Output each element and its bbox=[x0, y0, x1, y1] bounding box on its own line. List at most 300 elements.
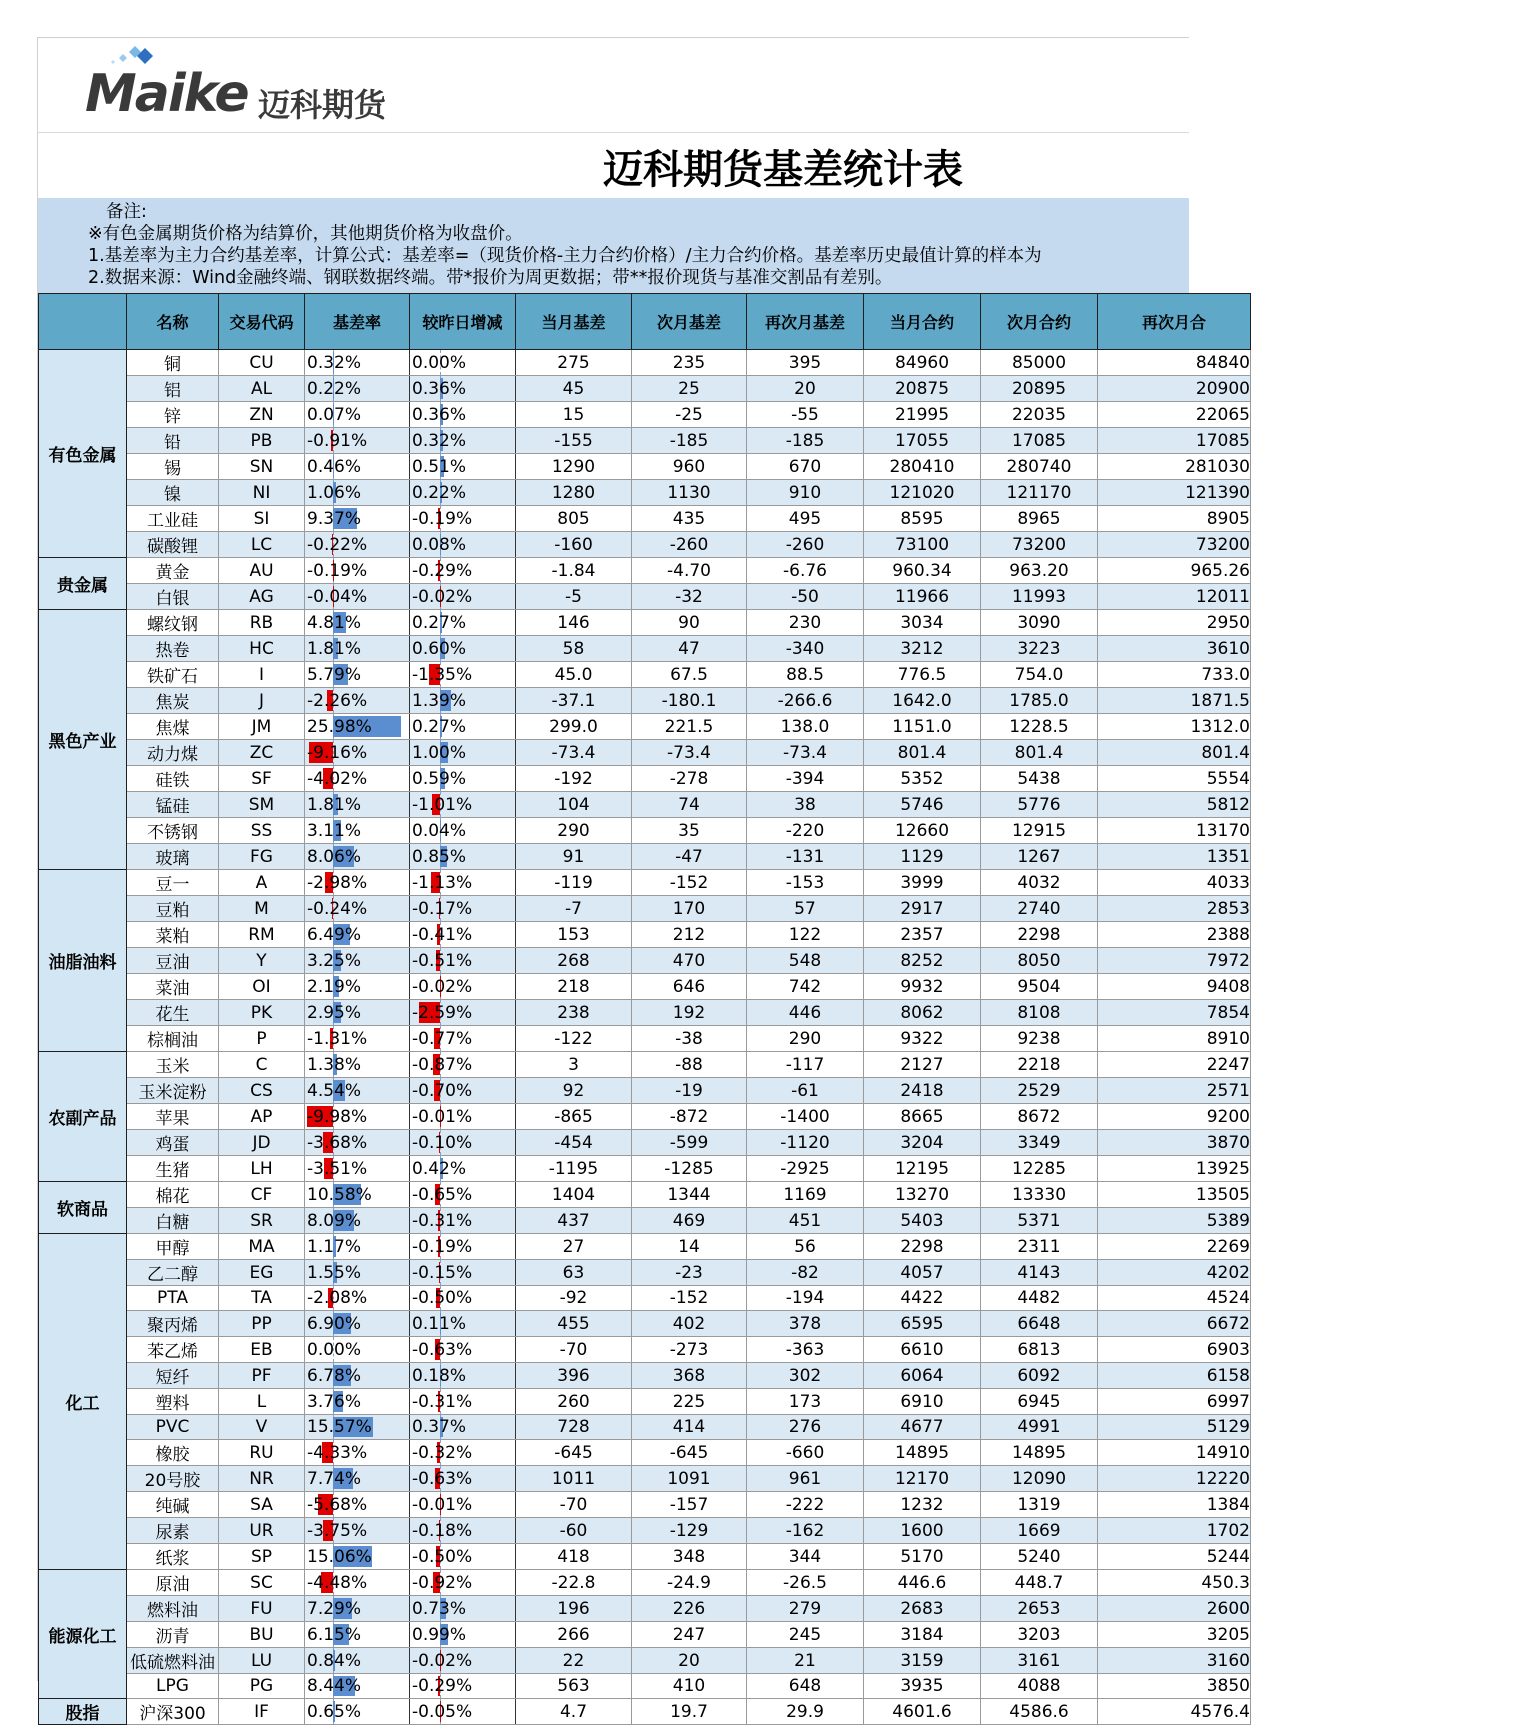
cell-contract-next: 5371 bbox=[981, 1208, 1098, 1234]
cell-contract-next: 4586.6 bbox=[981, 1699, 1098, 1725]
cell-contract-third: 20900 bbox=[1098, 376, 1251, 402]
cell-basis-current: 4.7 bbox=[516, 1699, 632, 1725]
title-area bbox=[38, 132, 1189, 198]
cell-name: 低硫燃料油 bbox=[127, 1648, 219, 1674]
cell-contract-third: 450.3 bbox=[1098, 1570, 1251, 1596]
cell-contract-third: 7972 bbox=[1098, 948, 1251, 974]
cell-basis-rate bbox=[305, 1440, 410, 1466]
cell-contract-next: 9238 bbox=[981, 1026, 1098, 1052]
cell-contract-current: 960.34 bbox=[864, 558, 981, 584]
cell-contract-next: 4032 bbox=[981, 870, 1098, 896]
cell-daily-change bbox=[410, 1622, 516, 1648]
cell-value: 1.55% bbox=[307, 1263, 361, 1283]
cell-contract-third: 2853 bbox=[1098, 896, 1251, 922]
cell-contract-third: 5244 bbox=[1098, 1544, 1251, 1570]
cell-daily-change bbox=[410, 506, 516, 532]
cell-basis-next: 470 bbox=[632, 948, 747, 974]
cell-name: 螺纹钢 bbox=[127, 610, 219, 636]
cell-value: -1.31% bbox=[307, 1029, 367, 1049]
cell-basis-next: -599 bbox=[632, 1130, 747, 1156]
cell-daily-change bbox=[410, 1026, 516, 1052]
cell-contract-next: 4482 bbox=[981, 1286, 1098, 1311]
cell-value: 0.59% bbox=[412, 769, 466, 789]
cell-name: 铁矿石 bbox=[127, 662, 219, 688]
cell-basis-current: -155 bbox=[516, 428, 632, 454]
cell-contract-current: 4057 bbox=[864, 1260, 981, 1286]
cell-value: -0.77% bbox=[412, 1029, 472, 1049]
cell-basis-next: 212 bbox=[632, 922, 747, 948]
cell-value: 5.79% bbox=[307, 665, 361, 685]
cell-basis-third: 20 bbox=[747, 376, 864, 402]
cell-value: -0.29% bbox=[412, 1676, 472, 1696]
cell-basis-next: 25 bbox=[632, 376, 747, 402]
cell-basis-rate bbox=[305, 870, 410, 896]
cell-basis-next: -152 bbox=[632, 1286, 747, 1311]
cell-basis-current: 104 bbox=[516, 792, 632, 818]
table-row bbox=[39, 1596, 1251, 1622]
cell-value: 0.04% bbox=[412, 821, 466, 841]
note-line: 1.基差率为主力合约基差率，计算公式：基差率=（现货价格-主力合约价格）/主力合约价格。基差率历史最值计算的样本为 bbox=[88, 245, 1042, 267]
cell-contract-current: 1232 bbox=[864, 1492, 981, 1518]
cell-contract-current: 9932 bbox=[864, 974, 981, 1000]
cell-value: -2.98% bbox=[307, 873, 367, 893]
cell-contract-next: 121170 bbox=[981, 480, 1098, 506]
cell-basis-third: -82 bbox=[747, 1260, 864, 1286]
cell-contract-next: 6813 bbox=[981, 1337, 1098, 1363]
cell-name: 花生 bbox=[127, 1000, 219, 1026]
category-cell: 油脂油料 bbox=[39, 870, 127, 1052]
table-row bbox=[39, 662, 1251, 688]
cell-contract-next: 801.4 bbox=[981, 740, 1098, 766]
cell-code: Y bbox=[219, 948, 305, 974]
cell-basis-rate bbox=[305, 1078, 410, 1104]
cell-code: RB bbox=[219, 610, 305, 636]
cell-contract-third: 8905 bbox=[1098, 506, 1251, 532]
cell-basis-third: -1120 bbox=[747, 1130, 864, 1156]
table-row bbox=[39, 1389, 1251, 1415]
cell-contract-next: 3223 bbox=[981, 636, 1098, 662]
cell-value: -0.19% bbox=[307, 561, 367, 581]
table-row bbox=[39, 1156, 1251, 1182]
cell-value: 1.17% bbox=[307, 1237, 361, 1257]
cell-basis-next: -73.4 bbox=[632, 740, 747, 766]
table-row bbox=[39, 1570, 1251, 1596]
cell-basis-next: 47 bbox=[632, 636, 747, 662]
cell-basis-third: -266.6 bbox=[747, 688, 864, 714]
cell-daily-change bbox=[410, 558, 516, 584]
cell-daily-change bbox=[410, 974, 516, 1000]
cell-basis-current: 15 bbox=[516, 402, 632, 428]
cell-value: 1.00% bbox=[412, 743, 466, 763]
cell-contract-current: 1129 bbox=[864, 844, 981, 870]
cell-value: 15.57% bbox=[307, 1417, 372, 1437]
cell-basis-current: 63 bbox=[516, 1260, 632, 1286]
cell-name: 锰硅 bbox=[127, 792, 219, 818]
cell-contract-next: 3161 bbox=[981, 1648, 1098, 1674]
table-row bbox=[39, 1622, 1251, 1648]
cell-contract-next: 9504 bbox=[981, 974, 1098, 1000]
header-name: 名称 bbox=[127, 294, 219, 350]
cell-basis-current: 27 bbox=[516, 1234, 632, 1260]
cell-contract-next: 85000 bbox=[981, 350, 1098, 376]
cell-code: OI bbox=[219, 974, 305, 1000]
cell-basis-rate bbox=[305, 376, 410, 402]
cell-contract-next: 8672 bbox=[981, 1104, 1098, 1130]
cell-contract-third: 13505 bbox=[1098, 1182, 1251, 1208]
cell-basis-third: 290 bbox=[747, 1026, 864, 1052]
cell-contract-third: 6158 bbox=[1098, 1363, 1251, 1389]
cell-basis-next: -4.70 bbox=[632, 558, 747, 584]
cell-contract-third: 121390 bbox=[1098, 480, 1251, 506]
cell-value: 0.46% bbox=[307, 457, 361, 477]
cell-name: 菜油 bbox=[127, 974, 219, 1000]
cell-name: 沪深300 bbox=[127, 1699, 219, 1725]
cell-contract-third: 14910 bbox=[1098, 1440, 1251, 1466]
cell-contract-third: 1351 bbox=[1098, 844, 1251, 870]
cell-basis-third: 1169 bbox=[747, 1182, 864, 1208]
cell-daily-change bbox=[410, 870, 516, 896]
cell-contract-current: 6595 bbox=[864, 1311, 981, 1337]
cell-basis-rate bbox=[305, 1648, 410, 1674]
cell-value: -0.17% bbox=[412, 899, 472, 919]
cell-basis-rate bbox=[305, 1208, 410, 1234]
cell-daily-change bbox=[410, 1544, 516, 1570]
cell-basis-next: 225 bbox=[632, 1389, 747, 1415]
cell-basis-next: 14 bbox=[632, 1234, 747, 1260]
cell-value: -0.01% bbox=[412, 1495, 472, 1515]
cell-basis-current: 3 bbox=[516, 1052, 632, 1078]
cell-contract-third: 2269 bbox=[1098, 1234, 1251, 1260]
cell-contract-third: 2247 bbox=[1098, 1052, 1251, 1078]
cell-basis-rate bbox=[305, 896, 410, 922]
cell-contract-next: 2218 bbox=[981, 1052, 1098, 1078]
cell-value: 0.36% bbox=[412, 379, 466, 399]
cell-value: 0.07% bbox=[307, 405, 361, 425]
table-row bbox=[39, 1466, 1251, 1492]
cell-basis-current: 1290 bbox=[516, 454, 632, 480]
table-row bbox=[39, 1182, 1251, 1208]
cell-basis-current: 45.0 bbox=[516, 662, 632, 688]
cell-value: 0.08% bbox=[412, 535, 466, 555]
table-row bbox=[39, 1130, 1251, 1156]
cell-code: NR bbox=[219, 1466, 305, 1492]
cell-basis-rate bbox=[305, 1674, 410, 1699]
cell-code: PP bbox=[219, 1311, 305, 1337]
spreadsheet bbox=[37, 37, 1189, 1681]
cell-contract-current: 1600 bbox=[864, 1518, 981, 1544]
cell-value: -0.02% bbox=[412, 1651, 472, 1671]
cell-contract-next: 73200 bbox=[981, 532, 1098, 558]
cell-name: 聚丙烯 bbox=[127, 1311, 219, 1337]
cell-name: PVC bbox=[127, 1415, 219, 1440]
cell-code: JM bbox=[219, 714, 305, 740]
cell-basis-next: 435 bbox=[632, 506, 747, 532]
cell-basis-third: 446 bbox=[747, 1000, 864, 1026]
cell-value: 0.00% bbox=[307, 1340, 361, 1360]
cell-value: -0.29% bbox=[412, 561, 472, 581]
cell-contract-current: 2127 bbox=[864, 1052, 981, 1078]
cell-value: -0.05% bbox=[412, 1702, 472, 1722]
table-row bbox=[39, 818, 1251, 844]
cell-code: LU bbox=[219, 1648, 305, 1674]
cell-contract-third: 965.26 bbox=[1098, 558, 1251, 584]
cell-contract-next: 1319 bbox=[981, 1492, 1098, 1518]
cell-contract-current: 5170 bbox=[864, 1544, 981, 1570]
cell-daily-change bbox=[410, 1699, 516, 1725]
cell-basis-third: 57 bbox=[747, 896, 864, 922]
cell-contract-current: 11966 bbox=[864, 584, 981, 610]
cell-basis-current: 218 bbox=[516, 974, 632, 1000]
table-row bbox=[39, 1286, 1251, 1311]
cell-contract-third: 6672 bbox=[1098, 1311, 1251, 1337]
table-row bbox=[39, 1440, 1251, 1466]
cell-name: PTA bbox=[127, 1286, 219, 1311]
cell-basis-rate bbox=[305, 1337, 410, 1363]
cell-basis-current: -7 bbox=[516, 896, 632, 922]
cell-daily-change bbox=[410, 1104, 516, 1130]
cell-daily-change bbox=[410, 1596, 516, 1622]
cell-basis-current: 299.0 bbox=[516, 714, 632, 740]
cell-basis-next: 1130 bbox=[632, 480, 747, 506]
cell-contract-next: 3203 bbox=[981, 1622, 1098, 1648]
cell-basis-rate bbox=[305, 1156, 410, 1182]
cell-daily-change bbox=[410, 1492, 516, 1518]
cell-daily-change bbox=[410, 1570, 516, 1596]
cell-code: AG bbox=[219, 584, 305, 610]
cell-contract-current: 12195 bbox=[864, 1156, 981, 1182]
cell-contract-third: 4033 bbox=[1098, 870, 1251, 896]
cell-value: -0.10% bbox=[412, 1133, 472, 1153]
header-contract-current: 当月合约 bbox=[864, 294, 981, 350]
cell-basis-third: -131 bbox=[747, 844, 864, 870]
cell-contract-next: 22035 bbox=[981, 402, 1098, 428]
cell-contract-next: 2653 bbox=[981, 1596, 1098, 1622]
cell-basis-current: 1404 bbox=[516, 1182, 632, 1208]
cell-code: L bbox=[219, 1389, 305, 1415]
cell-value: 9.37% bbox=[307, 509, 361, 529]
cell-value: -0.70% bbox=[412, 1081, 472, 1101]
cell-basis-current: -160 bbox=[516, 532, 632, 558]
cell-code: P bbox=[219, 1026, 305, 1052]
cell-basis-next: 170 bbox=[632, 896, 747, 922]
cell-contract-current: 776.5 bbox=[864, 662, 981, 688]
cell-value: 8.06% bbox=[307, 847, 361, 867]
cell-daily-change bbox=[410, 1156, 516, 1182]
cell-daily-change bbox=[410, 766, 516, 792]
cell-basis-next: 368 bbox=[632, 1363, 747, 1389]
cell-basis-current: -1195 bbox=[516, 1156, 632, 1182]
table-row bbox=[39, 1674, 1251, 1699]
cell-name: 工业硅 bbox=[127, 506, 219, 532]
cell-basis-third: -222 bbox=[747, 1492, 864, 1518]
cell-basis-current: -92 bbox=[516, 1286, 632, 1311]
cell-daily-change bbox=[410, 1415, 516, 1440]
table-row bbox=[39, 428, 1251, 454]
cell-basis-next: -1285 bbox=[632, 1156, 747, 1182]
cell-value: -0.24% bbox=[307, 899, 367, 919]
cell-daily-change bbox=[410, 1234, 516, 1260]
cell-contract-next: 280740 bbox=[981, 454, 1098, 480]
cell-daily-change bbox=[410, 584, 516, 610]
cell-basis-third: -363 bbox=[747, 1337, 864, 1363]
cell-contract-next: 5438 bbox=[981, 766, 1098, 792]
cell-contract-third: 733.0 bbox=[1098, 662, 1251, 688]
cell-basis-third: -61 bbox=[747, 1078, 864, 1104]
cell-code: BU bbox=[219, 1622, 305, 1648]
cell-value: 0.51% bbox=[412, 457, 466, 477]
cell-value: -0.63% bbox=[412, 1469, 472, 1489]
cell-basis-third: -153 bbox=[747, 870, 864, 896]
cell-basis-rate bbox=[305, 1234, 410, 1260]
cell-basis-current: -60 bbox=[516, 1518, 632, 1544]
cell-basis-third: 245 bbox=[747, 1622, 864, 1648]
cell-daily-change bbox=[410, 1130, 516, 1156]
cell-value: 0.73% bbox=[412, 1599, 466, 1619]
cell-value: -0.87% bbox=[412, 1055, 472, 1075]
cell-basis-next: -23 bbox=[632, 1260, 747, 1286]
cell-basis-current: 418 bbox=[516, 1544, 632, 1570]
cell-code: PK bbox=[219, 1000, 305, 1026]
cell-daily-change bbox=[410, 1389, 516, 1415]
cell-daily-change bbox=[410, 1286, 516, 1311]
cell-basis-third: 495 bbox=[747, 506, 864, 532]
cell-value: 0.65% bbox=[307, 1702, 361, 1722]
cell-basis-third: 548 bbox=[747, 948, 864, 974]
cell-basis-third: 138.0 bbox=[747, 714, 864, 740]
cell-daily-change bbox=[410, 740, 516, 766]
cell-name: 棕榈油 bbox=[127, 1026, 219, 1052]
header-daily-change: 较昨日增减 bbox=[410, 294, 516, 350]
cell-contract-next: 2311 bbox=[981, 1234, 1098, 1260]
cell-basis-rate bbox=[305, 402, 410, 428]
cell-basis-third: 378 bbox=[747, 1311, 864, 1337]
cell-basis-rate bbox=[305, 532, 410, 558]
cell-basis-third: 230 bbox=[747, 610, 864, 636]
cell-contract-third: 12220 bbox=[1098, 1466, 1251, 1492]
header-row bbox=[39, 294, 1251, 350]
cell-value: -2.59% bbox=[412, 1003, 472, 1023]
cell-contract-current: 6910 bbox=[864, 1389, 981, 1415]
cell-name: 铅 bbox=[127, 428, 219, 454]
cell-basis-current: 266 bbox=[516, 1622, 632, 1648]
cell-basis-current: -192 bbox=[516, 766, 632, 792]
cell-basis-next: -645 bbox=[632, 1440, 747, 1466]
cell-daily-change bbox=[410, 376, 516, 402]
cell-basis-third: -26.5 bbox=[747, 1570, 864, 1596]
cell-name: 不锈钢 bbox=[127, 818, 219, 844]
cell-contract-next: 8965 bbox=[981, 506, 1098, 532]
cell-daily-change bbox=[410, 1260, 516, 1286]
cell-value: -9.16% bbox=[307, 743, 367, 763]
cell-value: 1.81% bbox=[307, 639, 361, 659]
cell-contract-next: 1228.5 bbox=[981, 714, 1098, 740]
cell-code: EB bbox=[219, 1337, 305, 1363]
cell-contract-third: 8910 bbox=[1098, 1026, 1251, 1052]
cell-basis-current: -1.84 bbox=[516, 558, 632, 584]
cell-value: -0.31% bbox=[412, 1392, 472, 1412]
cell-contract-next: 20895 bbox=[981, 376, 1098, 402]
table-row bbox=[39, 740, 1251, 766]
cell-code: RU bbox=[219, 1440, 305, 1466]
table-row bbox=[39, 532, 1251, 558]
cell-contract-current: 3034 bbox=[864, 610, 981, 636]
cell-basis-next: 646 bbox=[632, 974, 747, 1000]
cell-basis-rate bbox=[305, 1182, 410, 1208]
note-line: 2.数据来源：Wind金融终端、钢联数据终端。带*报价为周更数据；带**报价现货与基准交割品有差别。 bbox=[88, 267, 892, 289]
cell-contract-current: 8062 bbox=[864, 1000, 981, 1026]
cell-contract-next: 13330 bbox=[981, 1182, 1098, 1208]
cell-daily-change bbox=[410, 1466, 516, 1492]
cell-contract-third: 801.4 bbox=[1098, 740, 1251, 766]
cell-basis-rate bbox=[305, 740, 410, 766]
cell-name: 锡 bbox=[127, 454, 219, 480]
cell-basis-rate bbox=[305, 1389, 410, 1415]
header-basis-third: 再次月基差 bbox=[747, 294, 864, 350]
cell-basis-current: 92 bbox=[516, 1078, 632, 1104]
cell-value: 1.81% bbox=[307, 795, 361, 815]
header-basis-next: 次月基差 bbox=[632, 294, 747, 350]
cell-name: 焦煤 bbox=[127, 714, 219, 740]
cell-code: FU bbox=[219, 1596, 305, 1622]
cell-contract-current: 2357 bbox=[864, 922, 981, 948]
cell-value: 7.74% bbox=[307, 1469, 361, 1489]
cell-name: 苹果 bbox=[127, 1104, 219, 1130]
table-row bbox=[39, 506, 1251, 532]
cell-code: SA bbox=[219, 1492, 305, 1518]
cell-contract-current: 2917 bbox=[864, 896, 981, 922]
cell-basis-third: 279 bbox=[747, 1596, 864, 1622]
cell-basis-next: -157 bbox=[632, 1492, 747, 1518]
cell-basis-rate bbox=[305, 1570, 410, 1596]
cell-contract-third: 9408 bbox=[1098, 974, 1251, 1000]
cell-contract-next: 12285 bbox=[981, 1156, 1098, 1182]
cell-value: 1.38% bbox=[307, 1055, 361, 1075]
cell-value: -1.01% bbox=[412, 795, 472, 815]
table-row bbox=[39, 376, 1251, 402]
cell-daily-change bbox=[410, 454, 516, 480]
cell-contract-current: 21995 bbox=[864, 402, 981, 428]
cell-value: -3.51% bbox=[307, 1159, 367, 1179]
cell-basis-next: -32 bbox=[632, 584, 747, 610]
cell-value: 4.81% bbox=[307, 613, 361, 633]
cell-basis-next: -273 bbox=[632, 1337, 747, 1363]
cell-code: HC bbox=[219, 636, 305, 662]
cell-contract-third: 1312.0 bbox=[1098, 714, 1251, 740]
cell-value: -0.65% bbox=[412, 1185, 472, 1205]
table-row bbox=[39, 870, 1251, 896]
cell-basis-current: 275 bbox=[516, 350, 632, 376]
cell-basis-third: -1400 bbox=[747, 1104, 864, 1130]
cell-contract-next: 4143 bbox=[981, 1260, 1098, 1286]
cell-contract-current: 14895 bbox=[864, 1440, 981, 1466]
table-row bbox=[39, 844, 1251, 870]
cell-basis-rate bbox=[305, 974, 410, 1000]
cell-value: -1.35% bbox=[412, 665, 472, 685]
cell-name: 乙二醇 bbox=[127, 1260, 219, 1286]
cell-basis-current: -37.1 bbox=[516, 688, 632, 714]
cell-value: -3.68% bbox=[307, 1133, 367, 1153]
cell-value: 2.19% bbox=[307, 977, 361, 997]
cell-contract-third: 22065 bbox=[1098, 402, 1251, 428]
cell-contract-third: 2600 bbox=[1098, 1596, 1251, 1622]
cell-contract-current: 6610 bbox=[864, 1337, 981, 1363]
cell-value: 6.15% bbox=[307, 1625, 361, 1645]
cell-daily-change bbox=[410, 948, 516, 974]
cell-basis-third: 670 bbox=[747, 454, 864, 480]
cell-contract-current: 2298 bbox=[864, 1234, 981, 1260]
cell-value: 6.49% bbox=[307, 925, 361, 945]
cell-name: 焦炭 bbox=[127, 688, 219, 714]
